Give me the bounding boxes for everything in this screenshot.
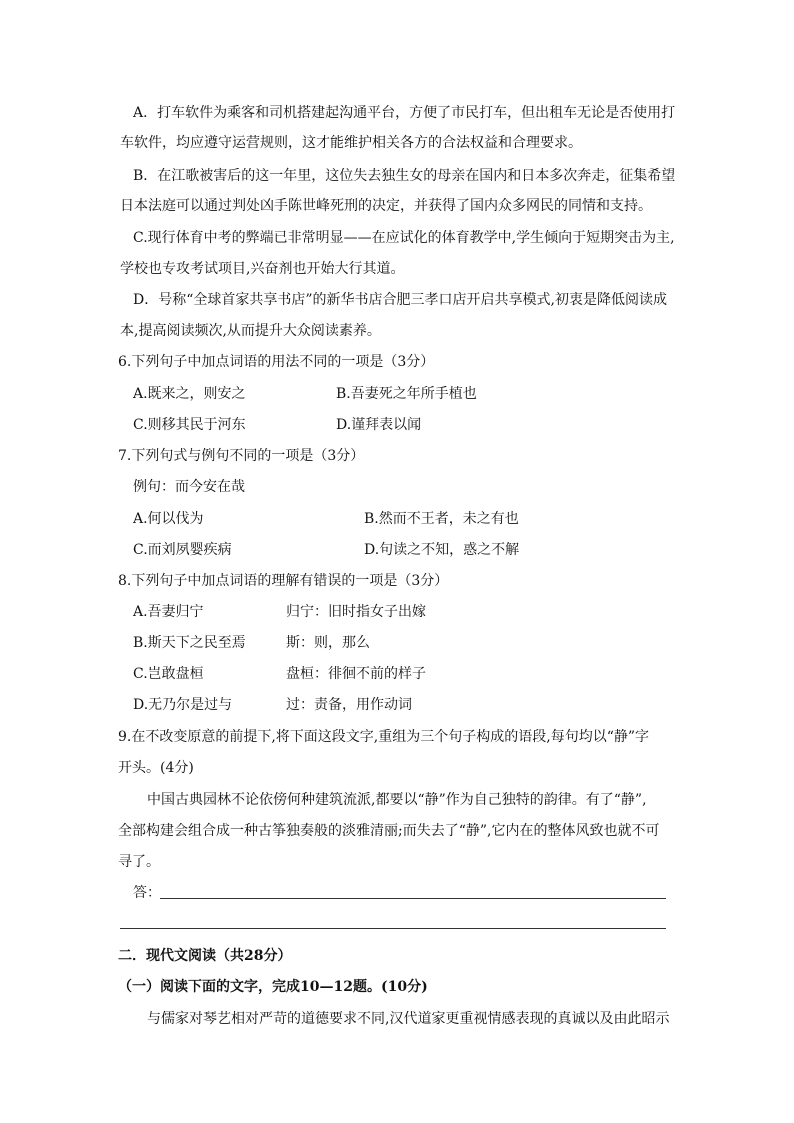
- question-8-option-b: B.斯天下之民至焉: [133, 635, 246, 651]
- question-9-stem-line2: 开头。(4分): [118, 760, 194, 776]
- question-7-option-d: D.句读之不知，惑之不解: [364, 542, 520, 558]
- section-2-subtitle: （一）阅读下面的文字，完成10—12题。(10分): [118, 979, 428, 995]
- section-2-paragraph: 与儒家对琴艺相对严苛的道德要求不同,汉代道家更重视情感表现的真诚以及由此昭示: [147, 1011, 670, 1027]
- option-a-line2: 车软件，均应遵守运营规则，这才能维护相关各方的合法权益和合理要求。: [120, 135, 582, 151]
- question-8-gloss-c: 盘桓：徘徊不前的样子: [286, 666, 426, 682]
- option-b-line2: 日本法庭可以通过判处凶手陈世峰死刑的决定，并获得了国内众多网民的同情和支持。: [120, 198, 652, 214]
- option-d-line2: 本,提高阅读频次,从而提升大众阅读素养。: [120, 323, 381, 339]
- section-2-title: 二．现代文阅读（共28分）: [118, 948, 292, 964]
- question-9-passage-line2: 全部构建会组合成一种古筝独奏般的淡雅清丽;而失去了“静”,它内在的整体风致也就不可: [118, 823, 660, 839]
- question-7-stem: 7.下列句式与例句不同的一项是（3分）: [118, 448, 365, 464]
- question-7-option-b: B.然而不王者，未之有也: [364, 511, 519, 527]
- question-8-option-d: D.无乃尔是过与: [133, 697, 233, 713]
- question-7-option-a: A.何以伐为: [133, 511, 204, 527]
- question-9-passage-line1: 中国古典园林不论依傍何种建筑流派,都要以“静”作为自己独特的韵律。有了“静”,: [147, 792, 647, 808]
- answer-line-1[interactable]: [160, 898, 666, 899]
- question-9-stem-line1: 9.在不改变原意的前提下,将下面这段文字,重组为三个句子构成的语段,每句均以“静”字: [118, 729, 650, 745]
- answer-line-2[interactable]: [120, 928, 666, 929]
- question-6-option-a: A.既来之，则安之: [133, 386, 246, 402]
- answer-label: 答：: [133, 885, 161, 901]
- option-c-line2: 学校也专攻考试项目,兴奋剂也开始大行其道。: [120, 261, 405, 277]
- option-c-line1: C.现行体育中考的弊端已非常明显——在应试化的体育教学中,学生倾向于短期突击为主,: [133, 230, 675, 246]
- option-d-line1: D．号称“全球首家共享书店”的新华书店合肥三孝口店开启共享模式,初衷是降低阅读成: [133, 292, 667, 308]
- question-6-option-b: B.吾妻死之年所手植也: [336, 386, 477, 402]
- question-6-option-c: C.则移其民于河东: [133, 417, 246, 433]
- question-8-gloss-d: 过：责备，用作动词: [286, 697, 412, 713]
- question-8-gloss-b: 斯：则，那么: [286, 635, 370, 651]
- question-6-stem: 6.下列句子中加点词语的用法不同的一项是（3分）: [118, 354, 435, 370]
- question-8-stem: 8.下列句子中加点词语的理解有错误的一项是（3分）: [118, 573, 449, 589]
- question-8-option-a: A.吾妻归宁: [133, 604, 204, 620]
- question-8-gloss-a: 归宁：旧时指女子出嫁: [286, 604, 426, 620]
- option-a-line1: A．打车软件为乘客和司机搭建起沟通平台，方便了市民打车，但出租车无论是否使用打: [133, 105, 676, 121]
- question-7-option-c: C.而刘夙婴疾病: [133, 542, 232, 558]
- question-6-option-d: D.谨拜表以闻: [336, 417, 422, 433]
- option-b-line1: B．在江歌被害后的这一年里，这位失去独生女的母亲在国内和日本多次奔走，征集希望: [133, 168, 676, 184]
- question-9-passage-line3: 寻了。: [118, 854, 160, 870]
- question-8-option-c: C.岂敢盘桓: [133, 666, 204, 682]
- question-7-example: 例句：而今安在哉: [133, 479, 245, 495]
